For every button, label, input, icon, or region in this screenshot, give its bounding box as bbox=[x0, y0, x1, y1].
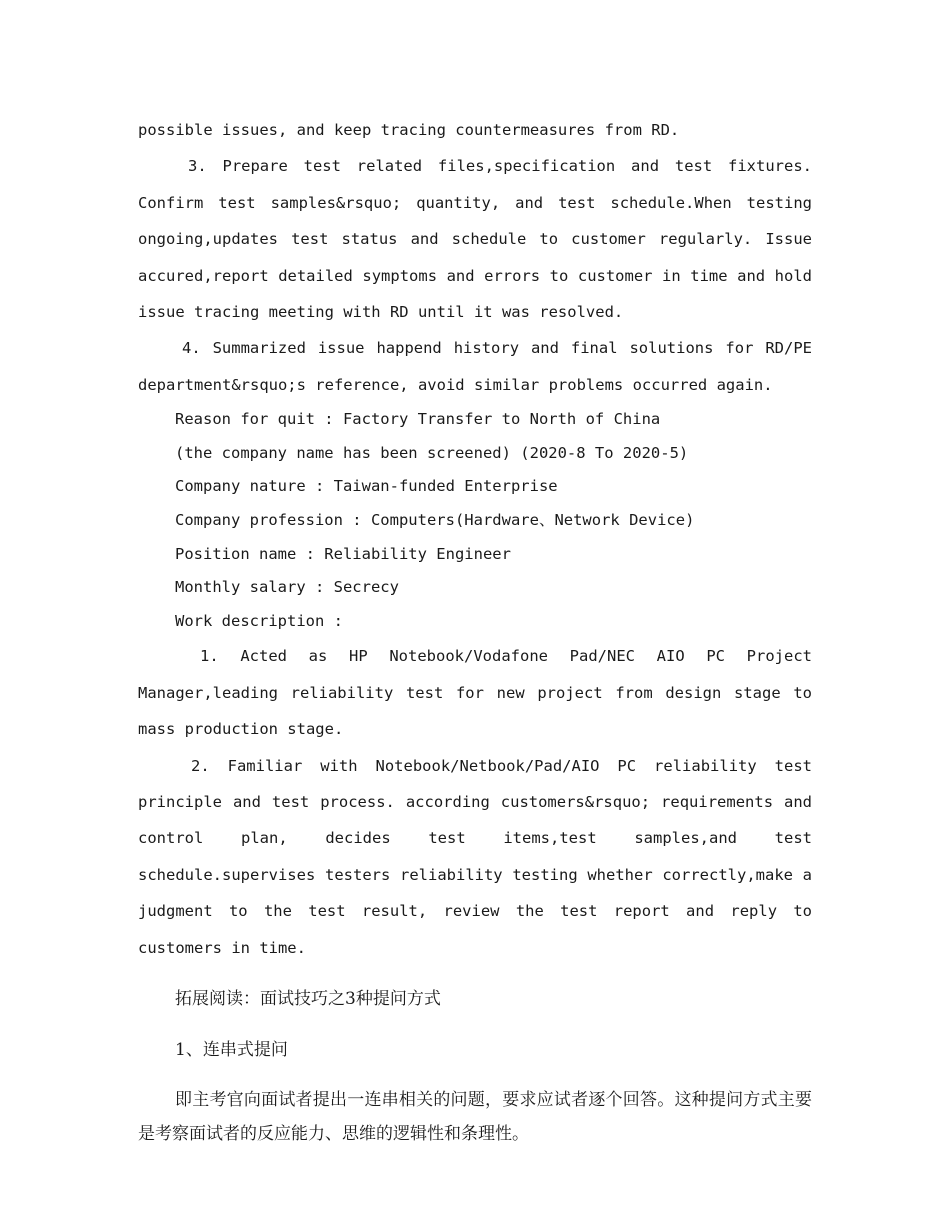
reason-for-quit: Reason for quit : Factory Transfer to North of China bbox=[175, 410, 661, 429]
section-heading-serial-questions: 1、连串式提问 bbox=[175, 1039, 288, 1060]
company-nature: Company nature : Taiwan-funded Enterprise bbox=[175, 477, 558, 496]
company-screened-period: (the company name has been screened) (2020-8 To 2020-5) bbox=[175, 443, 689, 462]
company-profession: Company profession : Computers(Hardware、Network Device) bbox=[175, 511, 695, 530]
paragraph-item-3: 3. Prepare test related files,specification and test fixtures. Confirm test samples&rsquo; quantity, and test schedule.When testing ongoing,updates test status and schedule to customer regularly. Issue accured,report detailed symptoms and errors to customer in time and hold issue tracing meeting with RD until it was resolved. bbox=[138, 157, 812, 322]
work-item-2: 2. Familiar with Notebook/Netbook/Pad/AIO PC reliability test principle and test process. according customers&rsquo; requirements and control plan, decides test items,test samples,and test schedule.supervises testers reliability testing whether correctly,make a judgment to the test result, review the test report and reply to customers in time. bbox=[138, 756, 812, 957]
monthly-salary: Monthly salary : Secrecy bbox=[175, 578, 399, 597]
work-item-1: 1. Acted as HP Notebook/Vodafone Pad/NEC AIO PC Project Manager,leading reliability test for new project from design stage to mass production stage. bbox=[138, 647, 812, 739]
paragraph-item-4: 4. Summarized issue happend history and final solutions for RD/PE department&rsquo;s reference, avoid similar problems occurred again. bbox=[138, 339, 812, 394]
paragraph-issues-tracing: possible issues, and keep tracing countermeasures from RD. bbox=[138, 121, 680, 139]
serial-questions-description: 即主考官向面试者提出一连串相关的问题，要求应试者逐个回答。这种提问方式主要是考察面试者的反应能力、思维的逻辑性和条理性。 bbox=[138, 1090, 812, 1144]
work-description-label: Work description : bbox=[175, 611, 343, 630]
position-name: Position name : Reliability Engineer bbox=[175, 544, 511, 563]
extended-reading-title: 拓展阅读：面试技巧之3种提问方式 bbox=[175, 989, 441, 1010]
document-page bbox=[138, 112, 812, 1168]
